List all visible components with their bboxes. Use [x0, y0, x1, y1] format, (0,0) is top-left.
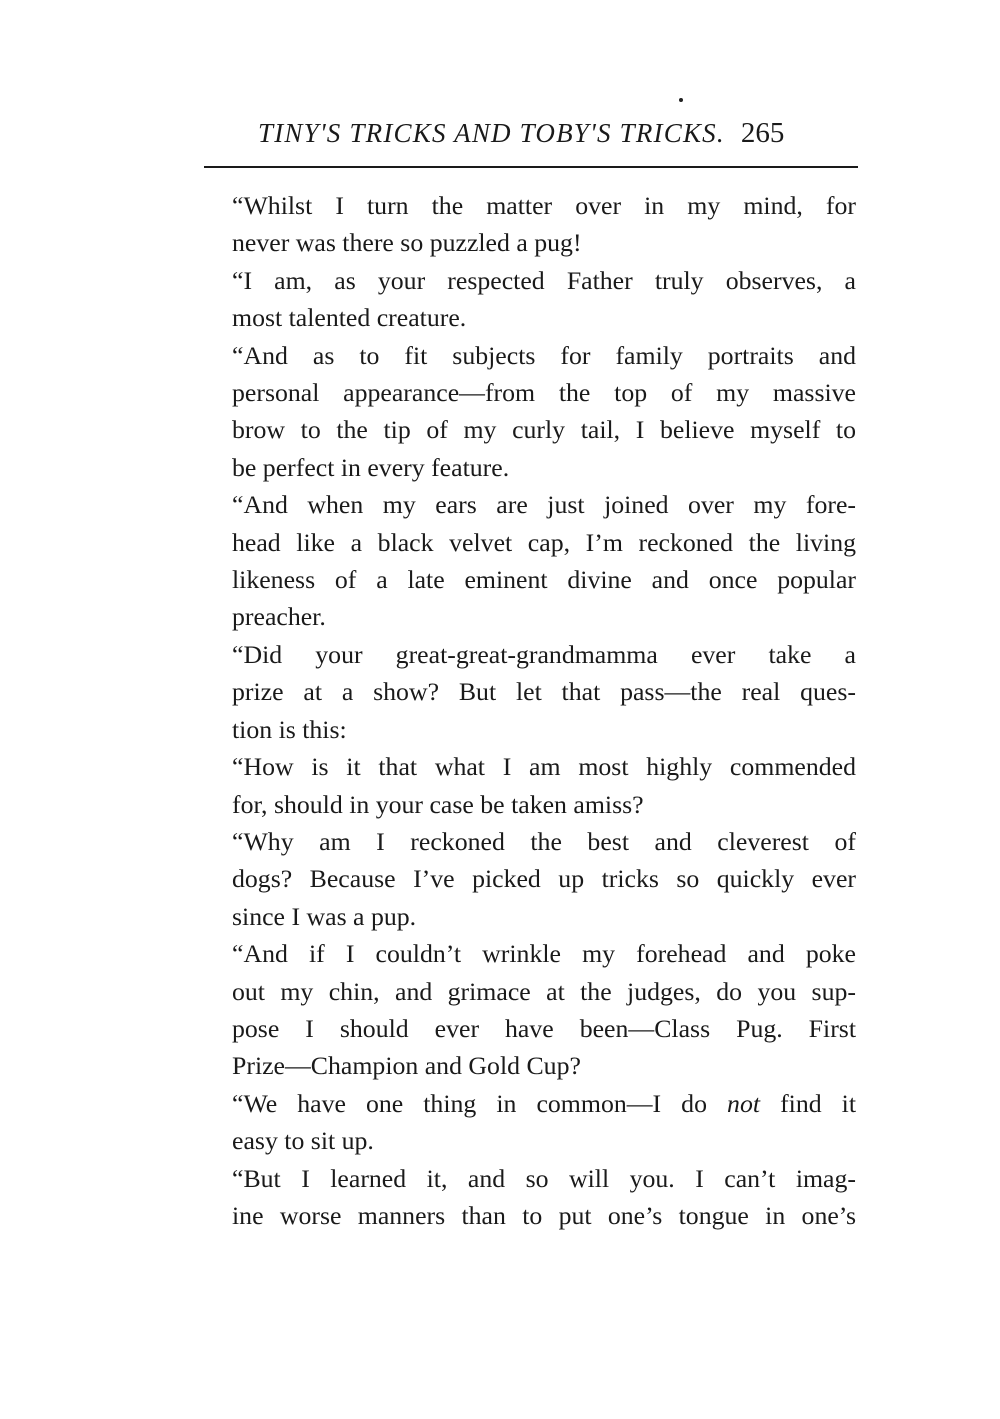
text-line: prize at a show? But let that pass—the real ques-	[232, 677, 856, 707]
paragraph	[204, 187, 856, 262]
text-line	[204, 1085, 856, 1122]
text-line: “How is it that what I am most highly commended	[232, 752, 856, 782]
text-line: never was there so puzzled a pug!	[232, 228, 582, 258]
text-line: “Did your great-great-grandmamma ever take a	[232, 639, 856, 669]
text-line: be perfect in every feature.	[232, 452, 510, 482]
emphasis-text: not	[727, 1088, 761, 1118]
text-line: “And as to fit subjects for family portraits and	[232, 340, 856, 370]
paragraph	[204, 262, 856, 337]
text-line: Prize—Champion and Gold Cup?	[232, 1051, 581, 1081]
text-line: “I am, as your respected Father truly observes, a	[232, 265, 856, 295]
text-line: pose I should ever have been—Class Pug. First	[232, 1013, 856, 1043]
text-line: “And if I couldn’t wrinkle my forehead and poke	[232, 939, 856, 969]
text-line: since I was a pup.	[232, 901, 417, 931]
text-line: easy to sit up.	[232, 1126, 374, 1156]
paragraph	[204, 748, 856, 823]
paragraph	[204, 935, 856, 1085]
text-segment: find it	[780, 1088, 857, 1118]
paragraph	[204, 823, 856, 935]
text-line: dogs? Because I’ve picked up tricks so quickly ever	[232, 864, 856, 894]
text-line: tion is this:	[232, 714, 347, 744]
text-line: “Why am I reckoned the best and cleverest of	[232, 826, 856, 856]
text-line: likeness of a late eminent divine and once popular	[232, 565, 856, 595]
paragraph	[204, 486, 856, 636]
header-rule	[204, 166, 858, 168]
text-line: preacher.	[232, 602, 326, 632]
text-line: for, should in your case be taken amiss?	[232, 789, 644, 819]
page-number: 265	[740, 117, 785, 149]
body-text	[204, 187, 856, 1234]
print-speck	[679, 98, 683, 102]
paragraph	[204, 1085, 856, 1160]
running-title: TINY'S TRICKS AND TOBY'S TRICKS.	[258, 118, 725, 148]
text-line: “And when my ears are just joined over my fore-	[232, 490, 856, 520]
text-line: personal appearance—from the top of my massive	[232, 378, 856, 408]
running-head	[258, 113, 858, 153]
paragraph	[204, 1160, 856, 1235]
text-line: “But I learned it, and so will you. I can’t imag-	[232, 1163, 856, 1193]
text-line: ine worse manners than to put one’s tongue in one’s	[232, 1200, 856, 1230]
text-line: most talented creature.	[232, 303, 467, 333]
text-segment: “We have one thing in common—I do	[232, 1088, 707, 1118]
text-line: out my chin, and grimace at the judges, do you sup-	[232, 976, 856, 1006]
text-line: head like a black velvet cap, I’m reckoned the living	[232, 527, 856, 557]
text-line: brow to the tip of my curly tail, I believe myself to	[232, 415, 856, 445]
text-line: “Whilst I turn the matter over in my mind, for	[232, 191, 856, 220]
paragraph	[204, 636, 856, 748]
paragraph	[204, 337, 856, 487]
